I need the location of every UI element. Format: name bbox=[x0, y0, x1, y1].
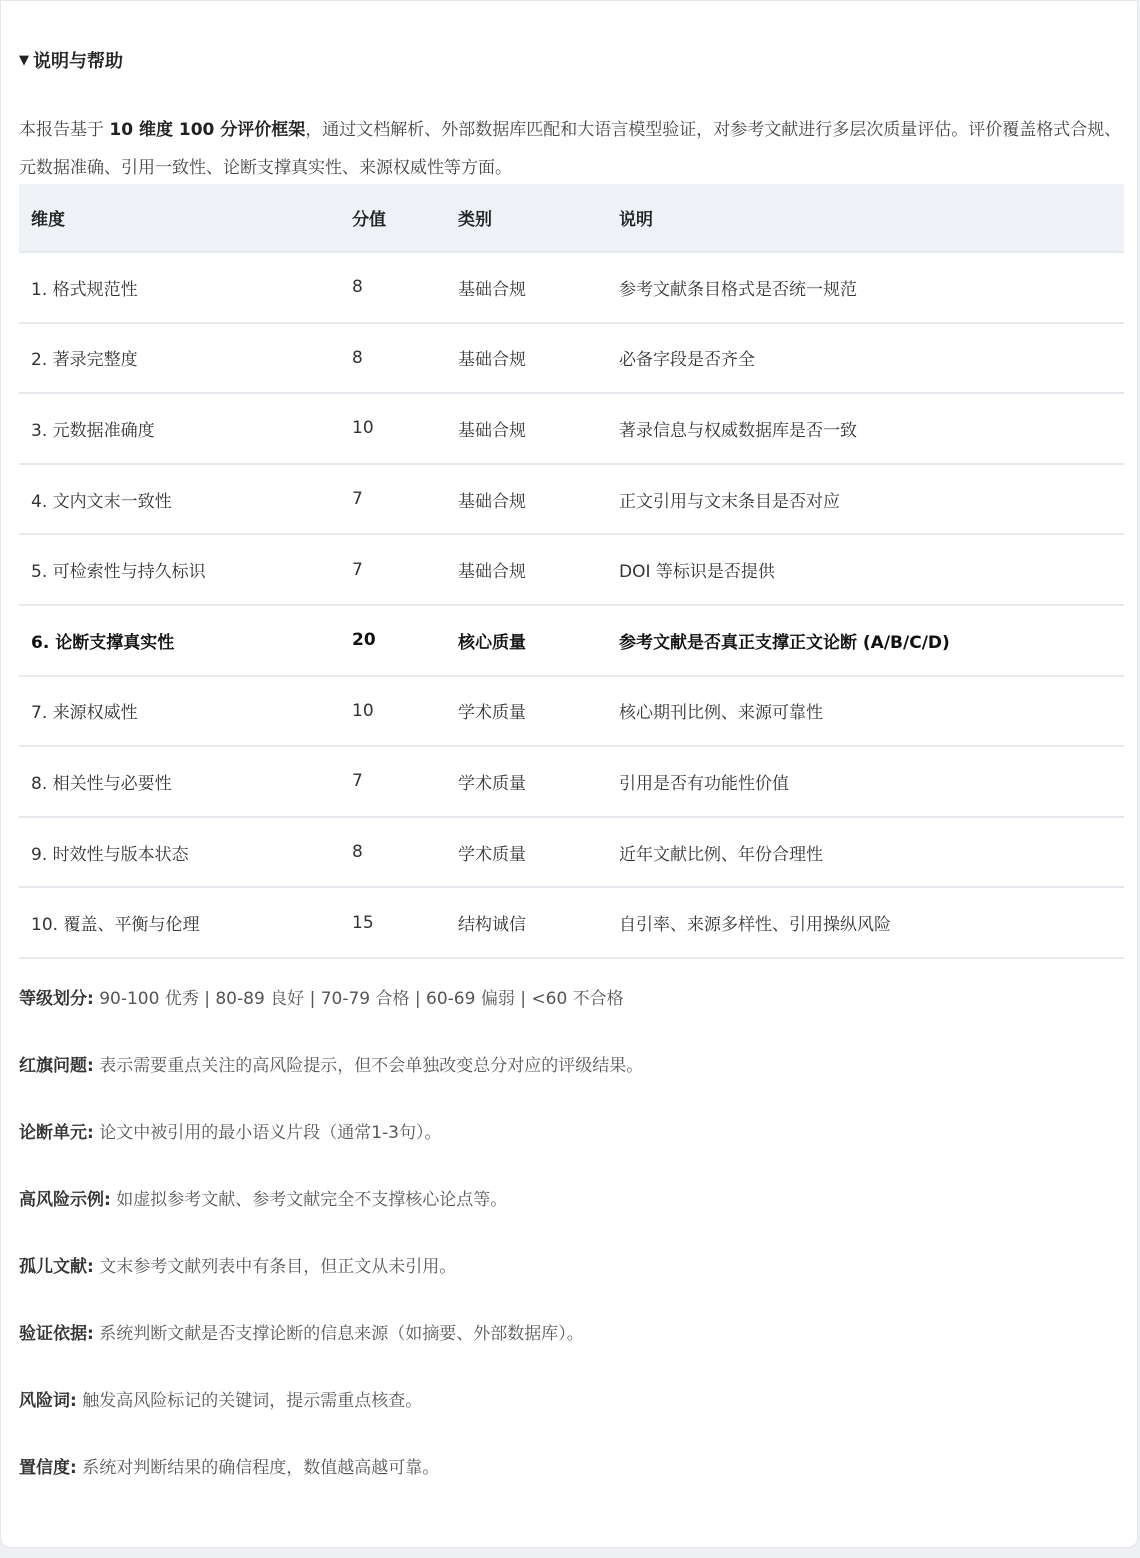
dimension-cell: 1. 格式规范性 bbox=[31, 279, 138, 300]
help-summary-toggle[interactable] bbox=[19, 47, 123, 73]
table-row bbox=[19, 676, 1124, 747]
category-cell: 基础合规 bbox=[458, 562, 526, 583]
table-header-row bbox=[19, 184, 1124, 252]
score-cell: 7 bbox=[352, 489, 363, 510]
category-cell: 学术质量 bbox=[458, 703, 526, 724]
note-high-risk-examples: 高风险示例: 如虚拟参考文献、参考文献完全不支撑核心论点等。 bbox=[19, 1190, 508, 1210]
description-cell: 核心期刊比例、来源可靠性 bbox=[619, 703, 823, 724]
table-row bbox=[19, 887, 1124, 958]
help-summary-label: 说明与帮助 bbox=[33, 51, 123, 72]
dimension-table bbox=[19, 184, 1124, 959]
category-cell: 基础合规 bbox=[458, 350, 526, 371]
score-cell: 20 bbox=[352, 630, 376, 651]
description-cell: 引用是否有功能性价值 bbox=[619, 773, 789, 794]
category-cell: 基础合规 bbox=[458, 420, 526, 441]
note-grade-levels: 等级划分: 90-100 优秀 | 80-89 良好 | 70-79 合格 | 60-69 偏弱 | <60 不合格 bbox=[19, 989, 624, 1009]
description-cell: 参考文献条目格式是否统一规范 bbox=[619, 279, 857, 300]
dimension-cell: 7. 来源权威性 bbox=[31, 703, 138, 724]
dimension-cell: 4. 文内文末一致性 bbox=[31, 491, 172, 512]
score-cell: 8 bbox=[352, 842, 363, 863]
description-cell: DOI 等标识是否提供 bbox=[619, 562, 775, 583]
table-row bbox=[19, 534, 1124, 605]
score-cell: 8 bbox=[352, 347, 363, 368]
table-row bbox=[19, 393, 1124, 464]
table-row-highlighted bbox=[19, 605, 1124, 676]
category-cell: 基础合规 bbox=[458, 279, 526, 300]
score-cell: 7 bbox=[352, 559, 363, 580]
note-orphan-reference: 孤儿文献: 文末参考文献列表中有条目，但正文从未引用。 bbox=[19, 1257, 457, 1277]
table-row bbox=[19, 746, 1124, 817]
description-cell: 正文引用与文末条目是否对应 bbox=[619, 491, 840, 512]
table-row bbox=[19, 464, 1124, 535]
dimension-cell: 10. 覆盖、平衡与伦理 bbox=[31, 915, 200, 936]
header-dimension: 维度 bbox=[31, 210, 65, 230]
dimension-cell: 3. 元数据准确度 bbox=[31, 420, 155, 441]
note-claim-unit: 论断单元: 论文中被引用的最小语义片段（通常1-3句）。 bbox=[19, 1123, 442, 1143]
dimension-cell: 6. 论断支撑真实性 bbox=[31, 632, 175, 653]
framework-highlight: 10 维度 100 分评价框架 bbox=[109, 120, 306, 140]
description-cell: 近年文献比例、年份合理性 bbox=[619, 844, 823, 865]
table-row bbox=[19, 323, 1124, 394]
glossary-notes bbox=[19, 981, 1123, 1517]
category-cell: 学术质量 bbox=[458, 773, 526, 794]
category-cell: 学术质量 bbox=[458, 844, 526, 865]
header-score: 分值 bbox=[352, 210, 386, 230]
description-cell: 自引率、来源多样性、引用操纵风险 bbox=[619, 915, 891, 936]
help-intro: 本报告基于 10 维度 100 分评价框架，通过文档解析、外部数据库匹配和大语言模型验证，对参考文献进行多层次质量评估。评价覆盖格式合规、元数据准确、引用一致性、论断支撑真实性、来源权威性等方面。 bbox=[19, 120, 1122, 178]
header-category: 类别 bbox=[458, 210, 492, 230]
note-confidence: 置信度: 系统对判断结果的确信程度，数值越高越可靠。 bbox=[19, 1458, 440, 1478]
score-cell: 10 bbox=[352, 418, 374, 439]
description-cell: 著录信息与权威数据库是否一致 bbox=[619, 420, 857, 441]
score-cell: 8 bbox=[352, 277, 363, 298]
table-row bbox=[19, 817, 1124, 888]
note-verification-basis: 验证依据: 系统判断文献是否支撑论断的信息来源（如摘要、外部数据库）。 bbox=[19, 1324, 584, 1344]
dimension-cell: 5. 可检索性与持久标识 bbox=[31, 562, 206, 583]
dimension-cell: 2. 著录完整度 bbox=[31, 350, 138, 371]
description-cell: 参考文献是否真正支撑正文论断 (A/B/C/D) bbox=[619, 632, 950, 653]
dimension-cell: 8. 相关性与必要性 bbox=[31, 773, 172, 794]
category-cell: 结构诚信 bbox=[458, 915, 526, 936]
note-red-flags: 红旗问题: 表示需要重点关注的高风险提示，但不会单独改变总分对应的评级结果。 bbox=[19, 1056, 644, 1076]
header-description: 说明 bbox=[619, 210, 653, 230]
note-risk-words: 风险词: 触发高风险标记的关键词，提示需重点核查。 bbox=[19, 1391, 423, 1411]
table-row bbox=[19, 252, 1124, 323]
score-cell: 7 bbox=[352, 771, 363, 792]
description-cell: 必备字段是否齐全 bbox=[619, 350, 755, 371]
category-cell: 基础合规 bbox=[458, 491, 526, 512]
score-cell: 15 bbox=[352, 912, 374, 933]
score-cell: 10 bbox=[352, 700, 374, 721]
category-cell: 核心质量 bbox=[458, 632, 526, 653]
triangle-down-icon: ▼ bbox=[19, 52, 29, 68]
dimension-cell: 9. 时效性与版本状态 bbox=[31, 844, 189, 865]
